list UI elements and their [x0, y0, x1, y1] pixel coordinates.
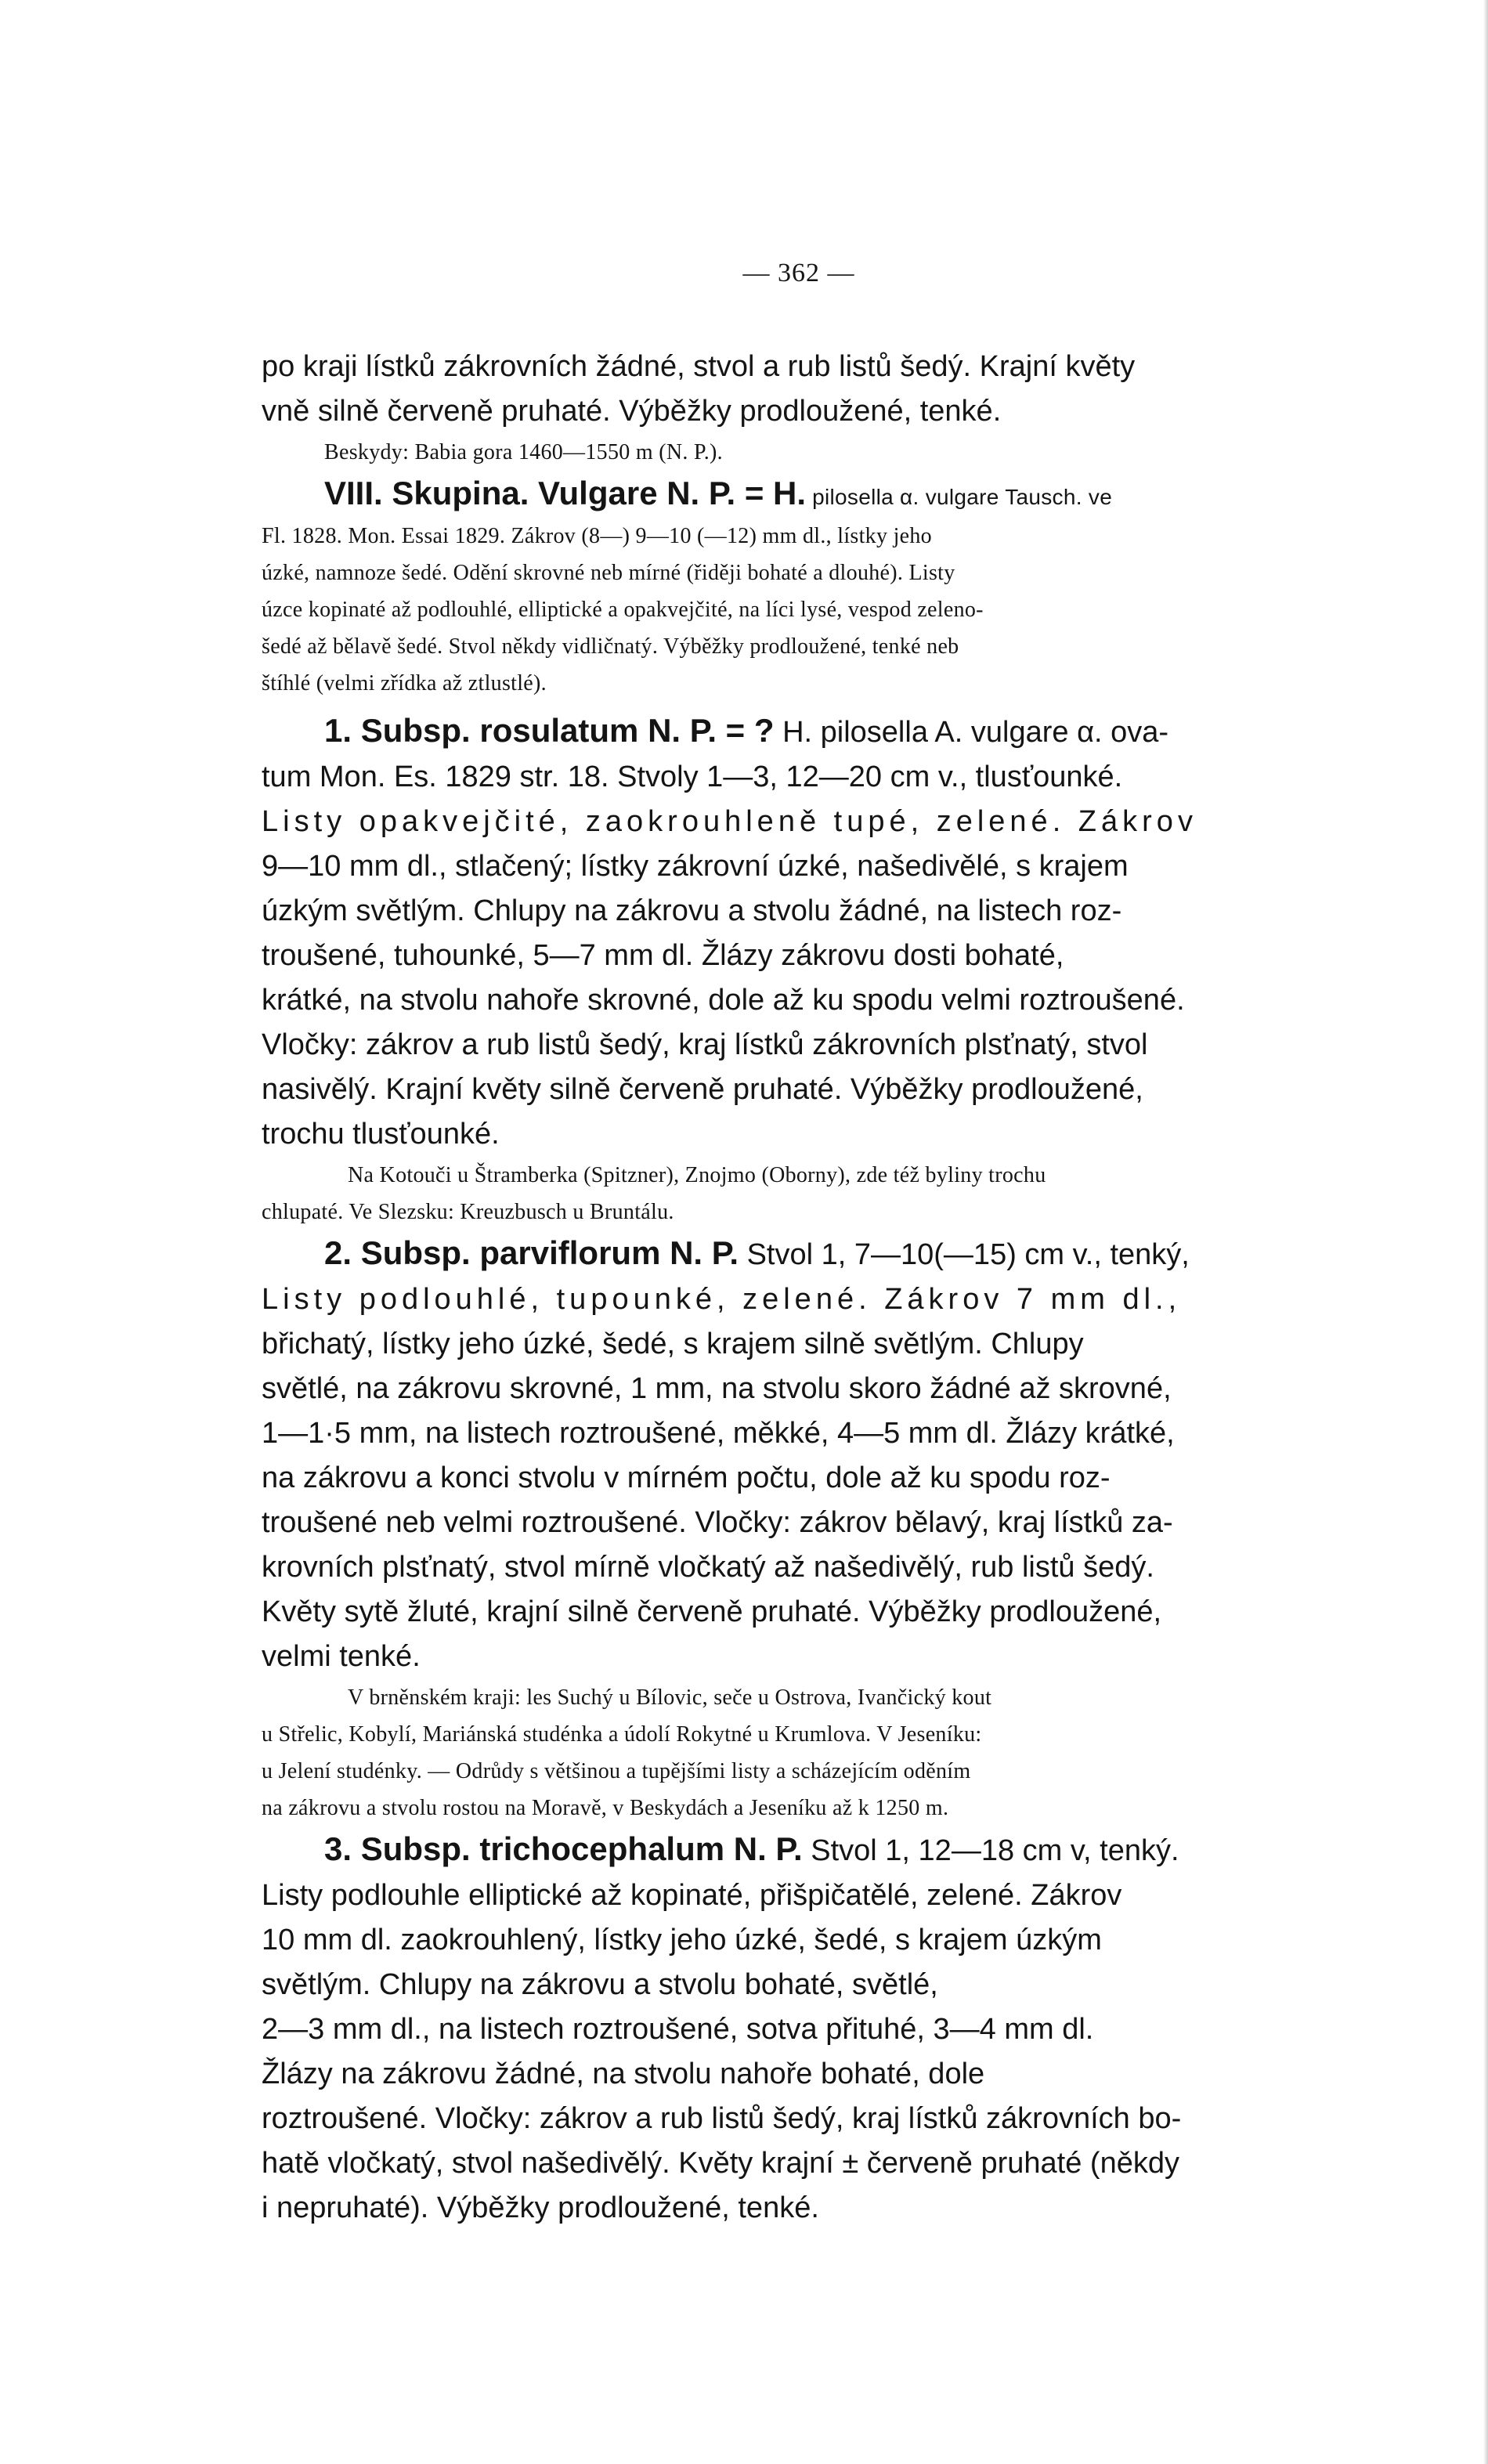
location-note: Beskydy: Babia gora 1460—1550 m (N. P.). — [324, 440, 723, 464]
subsp-1-location: chlupaté. Ve Slezsku: Kreuzbusch u Bruntálu. — [262, 1200, 674, 1224]
subsp-2-line: světlé, na zákrovu skrovné, 1 mm, na stvolu skoro žádné až skrovné, — [262, 1372, 1172, 1405]
group-line: úzké, namnoze šedé. Odění skrovné neb mírné (řiději bohaté a dlouhé). Listy — [262, 561, 955, 585]
subsp-1-location: Na Kotouči u Štramberka (Spitzner), Znojmo (Oborny), zde též byliny trochu — [348, 1163, 1046, 1187]
subsp-3-heading-rest: Stvol 1, 12—18 cm v, tenký. — [802, 1834, 1179, 1867]
subsp-2-location: u Jelení studénky. — Odrůdy s většinou a tupějšími listy a scházejícím oděním — [262, 1759, 971, 1783]
page-number: — 362 — — [742, 258, 855, 287]
group-heading-line — [262, 471, 1341, 518]
subsp-2-heading: 2. Subsp. parviflorum N. P. — [324, 1234, 739, 1271]
group-heading: VIII. Skupina. Vulgare N. P. = H. — [324, 475, 807, 511]
subsp-1-line: Vločky: zákrov a rub listů šedý, kraj lístků zákrovních plsťnatý, stvol — [262, 1028, 1148, 1061]
subsp-1-line: 9—10 mm dl., stlačený; lístky zákrovní úzké, našedivělé, s krajem — [262, 850, 1129, 883]
subsp-2-heading-rest: Stvol 1, 7—10(—15) cm v., tenký, — [739, 1238, 1190, 1271]
group-line: štíhlé (velmi zřídka až ztlustlé). — [262, 671, 547, 695]
subsp-1-line: nasivělý. Krajní květy silně červeně pruhaté. Výběžky prodloužené, — [262, 1073, 1143, 1106]
subsp-3-line: i nepruhaté). Výběžky prodloužené, tenké. — [262, 2191, 819, 2224]
subsp-2-line: Listy podlouhlé, tupounké, zelené. Zákrov 7 mm dl., — [262, 1283, 1182, 1316]
subsp-heading-line — [262, 708, 1341, 755]
subsp-1-line: trochu tlusťounké. — [262, 1118, 500, 1151]
subsp-1-heading-rest: H. pilosella A. vulgare α. ova- — [774, 716, 1169, 749]
subsp-1-heading: 1. Subsp. rosulatum N. P. = ? — [324, 712, 775, 749]
subsp-1-line: úzkým světlým. Chlupy na zákrovu a stvolu žádné, na listech roz- — [262, 894, 1122, 927]
subsp-3-line: Žlázy na zákrovu žádné, na stvolu nahoře bohaté, dole — [262, 2058, 985, 2090]
body-line: po kraji lístků zákrovních žádné, stvol a rub listů šedý. Krajní květy — [262, 350, 1136, 383]
subsp-1-line: Listy opakvejčité, zaokrouhleně tupé, zelené. Zákrov — [262, 805, 1197, 838]
subsp-heading-line — [262, 1230, 1341, 1277]
group-line: šedé až bělavě šedé. Stvol někdy vidličnatý. Výběžky prodloužené, tenké neb — [262, 634, 959, 659]
subsp-3-line: 2—3 mm dl., na listech roztroušené, sotva přituhé, 3—4 mm dl. — [262, 2013, 1094, 2046]
subsp-2-line: na zákrovu a konci stvolu v mírném počtu, dole až ku spodu roz- — [262, 1461, 1111, 1494]
page-edge-shadow — [1483, 0, 1488, 2464]
body-line: vně silně červeně pruhaté. Výběžky prodloužené, tenké. — [262, 395, 1002, 428]
subsp-2-line: velmi tenké. — [262, 1640, 421, 1673]
subsp-1-line: tum Mon. Es. 1829 str. 18. Stvoly 1—3, 12—20 cm v., tlusťounké. — [262, 761, 1123, 793]
subsp-2-line: krovních plsťnatý, stvol mírně vločkatý až našedivělý, rub listů šedý. — [262, 1551, 1154, 1584]
subsp-2-location: u Střelic, Kobylí, Mariánská studénka a údolí Rokytné u Krumlova. V Jeseníku: — [262, 1722, 982, 1747]
subsp-2-line: 1—1·5 mm, na listech roztroušené, měkké, 4—5 mm dl. Žlázy krátké, — [262, 1417, 1175, 1450]
subsp-3-line: roztroušené. Vločky: zákrov a rub listů šedý, kraj lístků zákrovních bo- — [262, 2102, 1182, 2135]
subsp-1-line: troušené, tuhounké, 5—7 mm dl. Žlázy zákrovu dosti bohaté, — [262, 939, 1064, 972]
subsp-3-line: Listy podlouhle elliptické až kopinaté, přišpičatělé, zelené. Zákrov — [262, 1879, 1122, 1912]
subsp-2-line: břichatý, lístky jeho úzké, šedé, s krajem silně světlým. Chlupy — [262, 1328, 1084, 1360]
subsp-2-location: na zákrovu a stvolu rostou na Moravě, v Beskydách a Jeseníku až k 1250 m. — [262, 1796, 949, 1820]
group-line: úzce kopinaté až podlouhlé, elliptické a opakvejčité, na líci lysé, vespod zeleno- — [262, 598, 984, 622]
subsp-3-line: hatě vločkatý, stvol našedivělý. Květy krajní ± červeně pruhaté (někdy — [262, 2147, 1179, 2180]
subsp-3-line: světlým. Chlupy na zákrovu a stvolu bohaté, světlé, — [262, 1968, 938, 2001]
group-line: Fl. 1828. Mon. Essai 1829. Zákrov (8—) 9—10 (—12) mm dl., lístky jeho — [262, 524, 932, 548]
subsp-3-heading: 3. Subsp. trichocephalum N. P. — [324, 1830, 803, 1867]
group-heading-rest: pilosella α. vulgare Tausch. ve — [806, 485, 1113, 509]
subsp-2-location: V brněnském kraji: les Suchý u Bílovic, seče u Ostrova, Ivančický kout — [348, 1685, 992, 1710]
subsp-3-line: 10 mm dl. zaokrouhlený, lístky jeho úzké, šedé, s krajem úzkým — [262, 1924, 1102, 1956]
document-body — [262, 345, 1341, 2231]
subsp-heading-line — [262, 1826, 1341, 1873]
subsp-2-line: Květy sytě žluté, krajní silně červeně pruhaté. Výběžky prodloužené, — [262, 1595, 1162, 1628]
subsp-2-line: troušené neb velmi roztroušené. Vločky: zákrov bělavý, kraj lístků za- — [262, 1506, 1173, 1539]
subsp-1-line: krátké, na stvolu nahoře skrovné, dole až ku spodu velmi roztroušené. — [262, 984, 1185, 1017]
